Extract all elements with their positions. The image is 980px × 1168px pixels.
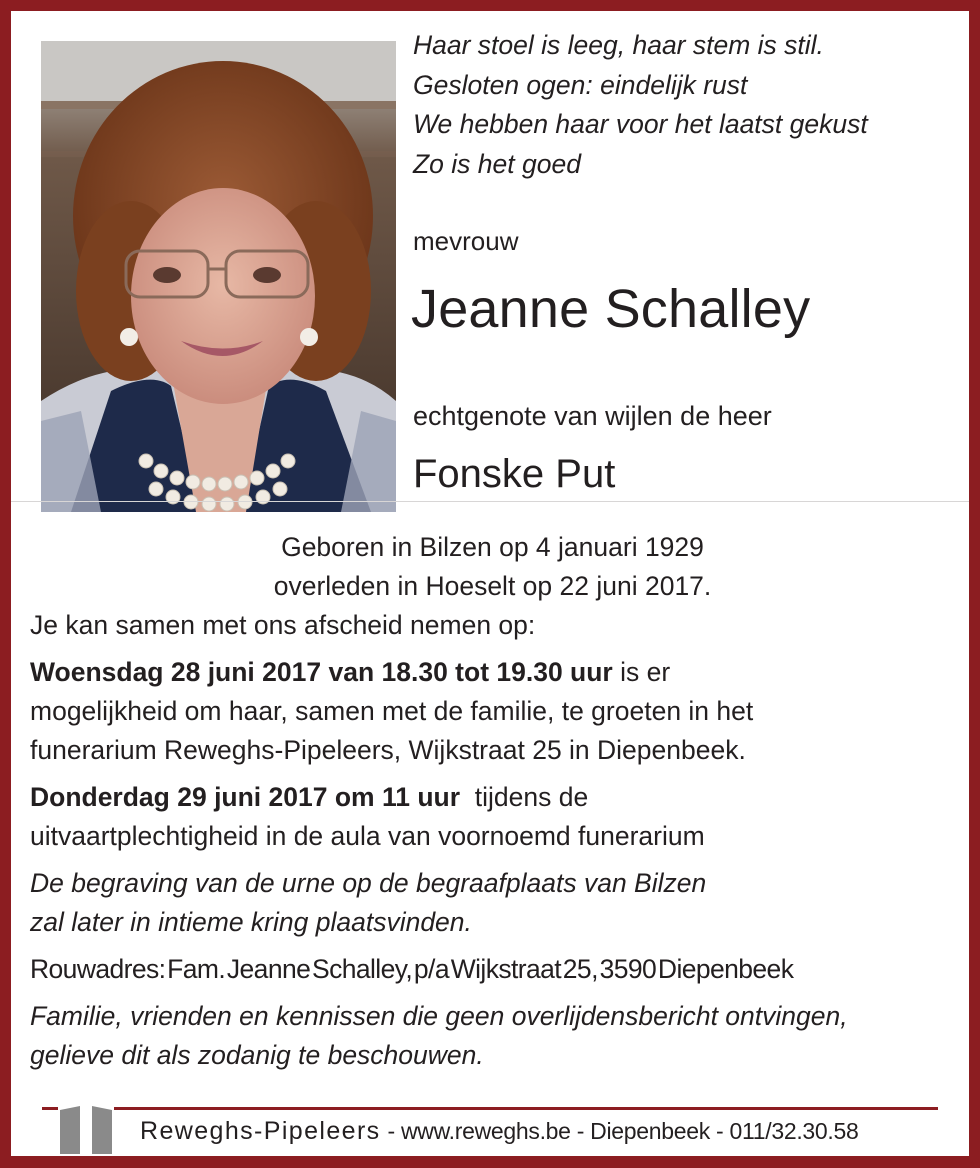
obituary-body	[30, 528, 955, 1075]
visitation-date: Woensdag 28 juni 2017 van 18.30 tot 19.30 uur	[30, 657, 613, 687]
visitation-line-3: funerarium Reweghs-Pipeleers, Wijkstraat 25 in Diepenbeek.	[30, 735, 746, 765]
farewell-intro: Je kan samen met ons afscheid nemen op:	[30, 610, 536, 640]
birth-line: Geboren in Bilzen op 4 januari 1929	[281, 532, 704, 562]
footer-firm: Reweghs-Pipeleers	[140, 1117, 381, 1145]
burial-line: De begraving van de urne op de begraafplaats van Bilzen	[30, 868, 707, 898]
poem	[413, 26, 868, 184]
notice-line: Familie, vrienden en kennissen die geen overlijdensbericht ontvingen,	[30, 1001, 848, 1031]
ceremony-line	[30, 778, 955, 817]
ceremony-date: Donderdag 29 juni 2017 om 11 uur	[30, 782, 461, 812]
visitation-line-2: mogelijkheid om haar, samen met de familie, te groeten in het	[30, 696, 754, 726]
spouse-name: Fonske Put	[413, 452, 616, 496]
funeral-home-logo-icon	[58, 1102, 114, 1154]
divider	[11, 501, 969, 502]
notice-line: gelieve dit als zodanig te beschouwen.	[30, 1040, 484, 1070]
death-line: overleden in Hoeselt op 22 juni 2017.	[273, 571, 712, 601]
footer-rule	[42, 1107, 938, 1110]
visitation-tail: is er	[612, 657, 671, 687]
mourning-address: Rouwadres: Fam. Jeanne Schalley, p/a Wijkstraat 25, 3590 Diepenbeek	[30, 954, 794, 984]
poem-line: We hebben haar voor het laatst gekust	[413, 109, 868, 139]
ceremony-tail: tijdens de	[460, 782, 589, 812]
title-prefix: mevrouw	[413, 226, 519, 256]
ceremony-line-2: uitvaartplechtigheid in de aula van voornoemd funerarium	[30, 821, 705, 851]
burial-line: zal later in intieme kring plaatsvinden.	[30, 907, 472, 937]
deceased-name: Jeanne Schalley	[411, 279, 811, 339]
footer-details: - www.reweghs.be - Diepenbeek - 011/32.30.58	[387, 1118, 859, 1144]
poem-line: Gesloten ogen: eindelijk rust	[413, 69, 748, 100]
poem-line: Haar stoel is leeg, haar stem is stil.	[413, 30, 824, 60]
poem-line: Zo is het goed	[413, 148, 581, 179]
visitation-line	[30, 653, 955, 692]
footer	[140, 1117, 858, 1146]
portrait-photo	[41, 41, 396, 512]
spouse-prefix: echtgenote van wijlen de heer	[413, 401, 772, 431]
